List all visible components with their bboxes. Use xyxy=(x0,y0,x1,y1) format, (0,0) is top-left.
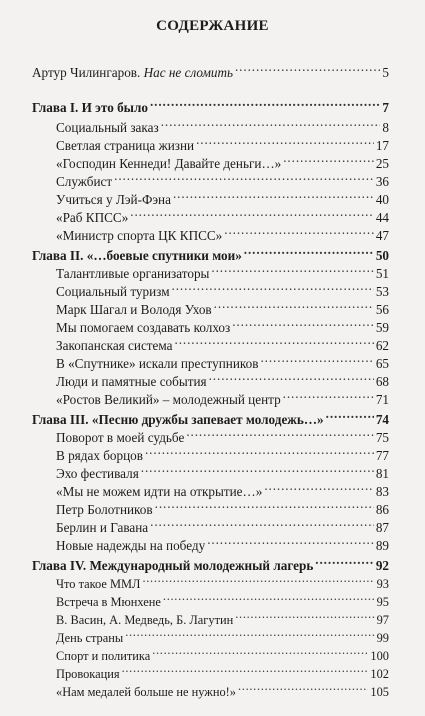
dot-leader xyxy=(141,458,374,478)
dot-leader xyxy=(211,258,373,278)
toc-entry-page: 47 xyxy=(375,228,389,243)
toc-entry-page: 74 xyxy=(375,412,389,427)
dot-leader xyxy=(122,658,369,678)
toc-entry-title: Учиться у Лэй-Фэна xyxy=(56,192,171,207)
dot-leader xyxy=(161,112,381,132)
dot-leader xyxy=(152,640,368,660)
toc-section-entry xyxy=(0,384,425,407)
toc-entry-title: Берлин и Гавана xyxy=(56,520,149,535)
toc-entry-title: «Мы не можем идти на открытие…» xyxy=(56,484,263,499)
toc-section-entry xyxy=(0,184,425,207)
toc-section-entry xyxy=(0,202,425,225)
dot-leader xyxy=(315,550,374,570)
dot-leader xyxy=(207,530,374,550)
toc-entry-title: «Ростов Великий» – молодежный центр xyxy=(56,392,281,407)
toc-entry-page: 100 xyxy=(370,649,389,663)
toc-section-entry xyxy=(0,312,425,335)
toc-section-entry xyxy=(0,276,425,299)
toc-section-entry xyxy=(0,220,425,243)
dot-leader xyxy=(260,348,373,368)
toc-entry-page: 50 xyxy=(375,248,389,263)
dot-leader xyxy=(326,404,374,424)
toc-section-entry xyxy=(0,676,425,699)
toc-section-entry xyxy=(0,258,425,281)
intro-author: Артур Чилингаров. xyxy=(32,65,141,80)
dot-leader xyxy=(172,276,374,296)
toc-section-entry xyxy=(0,512,425,535)
toc-entry-page: 40 xyxy=(375,192,389,207)
dot-leader xyxy=(224,220,374,240)
dot-leader xyxy=(283,384,374,404)
dot-leader xyxy=(232,312,374,332)
dot-leader xyxy=(264,476,373,496)
toc-entry-title: Закопанская система xyxy=(56,338,173,353)
toc-entry-page: 77 xyxy=(375,448,389,463)
toc-section-entry xyxy=(0,476,425,499)
toc-section-entry xyxy=(0,166,425,189)
toc-chapter-entry xyxy=(0,550,425,573)
dot-leader xyxy=(196,130,374,150)
toc-entry-title: Что такое ММЛ xyxy=(56,577,141,591)
toc-entry-title: День страны xyxy=(56,631,124,645)
dot-leader xyxy=(214,294,374,314)
dot-leader xyxy=(186,422,374,442)
intro-page: 5 xyxy=(382,65,389,80)
toc-entry-page: 17 xyxy=(375,138,389,153)
toc-section-entry xyxy=(0,530,425,553)
toc-entry-title: Люди и памятные события xyxy=(56,374,207,389)
toc-section-entry xyxy=(0,494,425,517)
dot-leader xyxy=(125,622,374,642)
toc-entry-page: 59 xyxy=(375,320,389,335)
dot-leader xyxy=(244,240,374,260)
toc-entry-page: 51 xyxy=(375,266,389,281)
dot-leader xyxy=(155,494,374,514)
toc-entry-title: Службист xyxy=(56,174,113,189)
toc-entry-title: Глава I. И это было xyxy=(32,100,148,115)
toc-entry-page: 86 xyxy=(375,502,389,517)
toc-entry-page: 83 xyxy=(375,484,389,499)
toc-section-entry xyxy=(0,458,425,481)
toc-entry-title: Талантливые организаторы xyxy=(56,266,210,281)
toc-entry-title: Провокация xyxy=(56,667,120,681)
toc-entry-page: 53 xyxy=(375,284,389,299)
toc-entry-title: В «Спутнике» искали преступников xyxy=(56,356,259,371)
toc-entry-page: 102 xyxy=(370,667,389,681)
toc-entry-page: 105 xyxy=(370,685,389,699)
toc-entry-page: 56 xyxy=(375,302,389,317)
toc-entry-page: 44 xyxy=(375,210,389,225)
toc-entry-page: 75 xyxy=(375,430,389,445)
toc-entry-title: В. Васин, А. Медведь, Б. Лагутин xyxy=(56,613,234,627)
toc-entry-page: 8 xyxy=(382,120,389,135)
toc-entry-title: В рядах борцов xyxy=(56,448,143,463)
toc-entry-page: 71 xyxy=(375,392,389,407)
dot-leader xyxy=(150,512,374,532)
toc-section-entry xyxy=(0,330,425,353)
toc-section-entry xyxy=(0,568,425,591)
toc-entry-title: Встреча в Мюнхене xyxy=(56,595,161,609)
toc-entry-page: 89 xyxy=(375,538,389,553)
dot-leader xyxy=(209,366,374,386)
toc-entry-title: Мы помогаем создавать колхоз xyxy=(56,320,231,335)
toc-entry-title: Социальный туризм xyxy=(56,284,170,299)
dot-leader xyxy=(163,586,375,606)
toc-entry-title: Глава IV. Международный молодежный лагерь xyxy=(32,558,314,573)
toc-entry-title: Социальный заказ xyxy=(56,120,159,135)
toc-section-entry xyxy=(0,294,425,317)
page-title: СОДЕРЖАНИЕ xyxy=(156,18,269,34)
dot-leader xyxy=(130,202,374,222)
toc-entry-page: 95 xyxy=(376,595,389,609)
toc-entry-page: 93 xyxy=(376,577,389,591)
toc-entry-page: 87 xyxy=(375,520,389,535)
dot-leader xyxy=(235,604,374,624)
toc-entry-page: 92 xyxy=(375,558,389,573)
toc-section-entry xyxy=(0,586,425,609)
toc-section-entry xyxy=(0,658,425,681)
toc-entry-title: Глава II. «…боевые спутники мои» xyxy=(32,248,242,263)
toc-entry-page: 7 xyxy=(382,100,389,115)
dot-leader xyxy=(142,568,374,588)
dot-leader xyxy=(283,148,374,168)
toc-section-entry xyxy=(0,366,425,389)
toc-entry-page: 68 xyxy=(375,374,389,389)
dot-leader xyxy=(238,676,368,696)
toc-entry-title: «Раб КПСС» xyxy=(56,210,129,225)
toc-section-entry xyxy=(0,440,425,463)
toc-entry-title: «Министр спорта ЦК КПСС» xyxy=(56,228,223,243)
toc-entry-title: Спорт и политика xyxy=(56,649,151,663)
toc-entry-page: 81 xyxy=(375,466,389,481)
toc-section-entry xyxy=(0,348,425,371)
toc-entry-title: Эхо фестиваля xyxy=(56,466,139,481)
toc-section-entry xyxy=(0,112,425,135)
toc-entry-page: 62 xyxy=(375,338,389,353)
toc-entry-title: «Господин Кеннеди! Давайте деньги…» xyxy=(56,156,282,171)
toc-chapter-entry xyxy=(0,404,425,427)
dot-leader xyxy=(175,330,374,350)
toc-entry-title: Светлая страница жизни xyxy=(56,138,195,153)
toc-entry-title: Марк Шагал и Володя Ухов xyxy=(56,302,212,317)
toc-entry-page: 25 xyxy=(375,156,389,171)
toc-chapter-entry xyxy=(0,240,425,263)
toc-entry-title: Новые надежды на победу xyxy=(56,538,206,553)
toc-entry-page: 99 xyxy=(376,631,389,645)
intro-work: Нас не сломить xyxy=(143,65,233,80)
toc-section-entry xyxy=(0,148,425,171)
toc-section-entry xyxy=(0,640,425,663)
toc-section-entry xyxy=(0,422,425,445)
toc-entry-title: Глава III. «Песню дружбы запевает молодежь…» xyxy=(32,412,324,427)
dot-leader xyxy=(145,440,374,460)
toc-entry-page: 97 xyxy=(376,613,389,627)
toc-section-entry xyxy=(0,604,425,627)
toc-entry-page: 65 xyxy=(375,356,389,371)
toc-section-entry xyxy=(0,622,425,645)
dot-leader xyxy=(150,92,380,112)
toc-entry-title: «Нам медалей больше не нужно!» xyxy=(56,685,236,699)
toc-entry-title: Поворот в моей судьбе xyxy=(56,430,185,445)
dot-leader xyxy=(173,184,374,204)
toc-section-entry xyxy=(0,130,425,153)
toc-entry-title: Петр Болотников xyxy=(56,502,153,517)
toc-entry-page: 36 xyxy=(375,174,389,189)
toc-chapter-entry xyxy=(0,92,425,115)
dot-leader xyxy=(114,166,374,186)
